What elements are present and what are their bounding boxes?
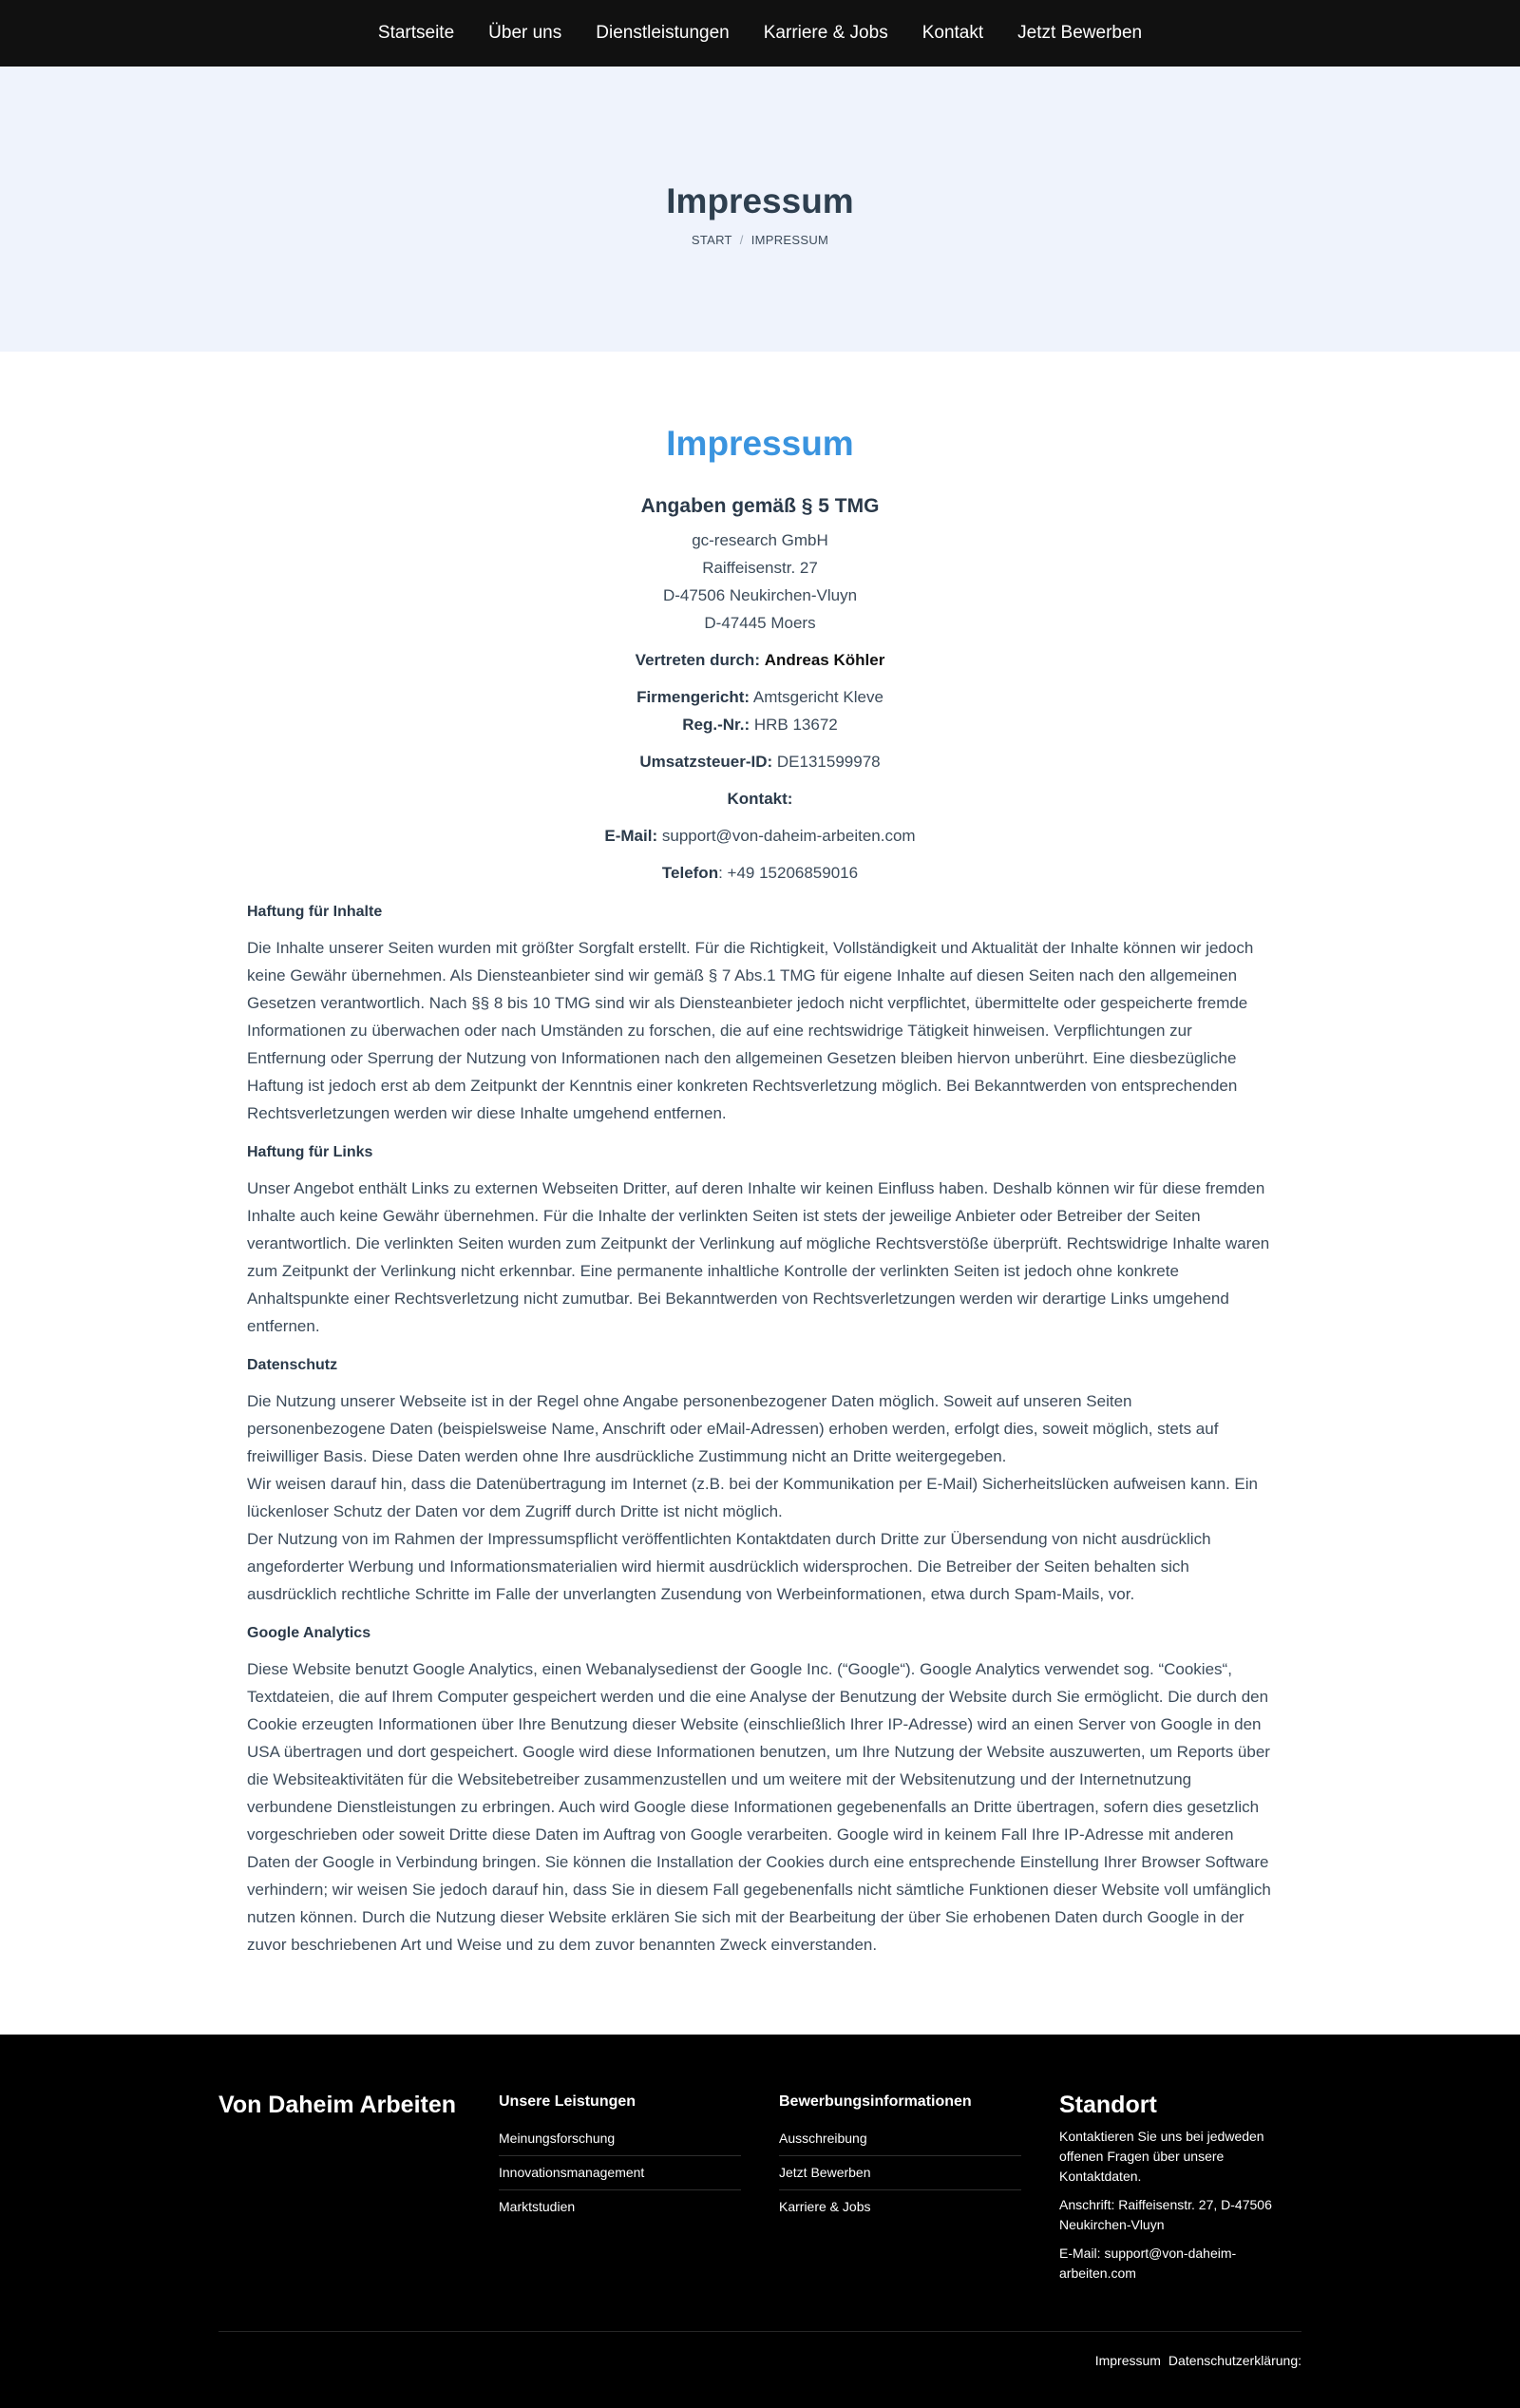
address-line: Raiffeisenstr. 27 (702, 559, 818, 577)
section-haftung-links (247, 1138, 1273, 1340)
footer-link-marktstudien[interactable]: Marktstudien (499, 2199, 576, 2214)
register-info (247, 683, 1273, 738)
phone-value[interactable]: : +49 15206859016 (718, 864, 859, 882)
contact-heading (247, 785, 1273, 812)
represented-value: Andreas Köhler (764, 651, 885, 669)
footer-columns (218, 2089, 1302, 2331)
company-info (247, 526, 1273, 887)
paragraph: Die Inhalte unserer Seiten wurden mit größter Sorgfalt erstellt. Für die Richtigkeit, Vollständigkeit und Aktualität der Inhalte können wir jedoch keine Gewähr übernehmen. Als Diensteanbieter sind wir gemäß § 7 Abs.1 TMG für eigene Inhalte auf diesen Seiten nach den allgemeinen Gesetzen verantwortlich. Nach §§ 8 bis 10 TMG sind wir als Diensteanbieter jedoch nicht verpflichtet, übermittelte oder gespeicherte fremde Informationen zu überwachen oder nach Umständen zu forschen, die auf eine rechtswidrige Tätigkeit hinweisen. Verpflichtungen zur Entfernung oder Sperrung der Nutzung von Informationen nach den allgemeinen Gesetzen bleiben hiervon unberührt. Eine diesbezügliche Haftung ist jedoch erst ab dem Zeitpunkt der Kenntnis einer konkreten Rechtsverletzung möglich. Bei Bekanntwerden von entsprechenden Rechtsverletzungen werden wir diese Inhalte umgehend entfernen. (247, 939, 1254, 1122)
main-content (247, 352, 1273, 2035)
represented-label: Vertreten durch: (635, 651, 760, 669)
nav-dienstleistungen[interactable]: Dienstleistungen (596, 23, 730, 43)
footer-link-innovationsmanagement[interactable]: Innovationsmanagement (499, 2156, 741, 2190)
footer-link-list (779, 2122, 1021, 2224)
footer-link-ausschreibung[interactable]: Ausschreibung (779, 2122, 1021, 2156)
represented-by (247, 646, 1273, 674)
footer-link-jetzt-bewerben[interactable]: Jetzt Bewerben (779, 2156, 1021, 2190)
content-subtitle: Angaben gemäß § 5 TMG (640, 495, 880, 517)
footer-impressum-link[interactable]: Impressum (1094, 2353, 1161, 2368)
footer-datenschutz-link[interactable]: Datenschutzerklärung: (1168, 2353, 1302, 2368)
vat-label: Umsatzsteuer-ID: (639, 753, 773, 771)
paragraph: Diese Website benutzt Google Analytics, einen Webanalysedienst der Google Inc. (“Google“). Google Analytics verwendet sog. “Cookies“, Textdateien, die auf Ihrem Computer gespeichert werden und die eine Analyse der Benutzung der Website durch Sie ermöglicht. Die durch den Cookie erzeugten Informationen über Ihre Benutzung dieser Website (einschließlich Ihrer IP-Adresse) wird an einen Server von Google in den USA übertragen und dort gespeichert. Google wird diese Informationen benutzen, um Ihre Nutzung der Website auszuwerten, um Reports über die Websiteaktivitäten für die Websitebetreiber zusammenzustellen und um weitere mit der Websitenutzung und der Internetnutzung verbundene Dienstleistungen zu erbringen. Auch wird Google diese Informationen gegebenenfalls an Dritte übertragen, sofern dies gesetzlich vorgeschrieben oder soweit Dritte diese Daten im Auftrag von Google verarbeiten. Google wird in keinem Fall Ihre IP-Adresse mit anderen Daten der Google in Verbindung bringen. Sie können die Installation der Cookies durch eine entsprechende Einstellung Ihrer Browser Software verhindern; wir weisen Sie jedoch darauf hin, dass Sie in diesem Fall gegebenenfalls nicht sämtliche Funktionen dieser Website voll umfänglich nutzen können. Durch die Nutzung dieser Website erklären Sie sich mit der Bearbeitung der über Sie erhobenen Daten durch Google in der zuvor beschriebenen Art und Weise und zu dem zuvor benannten Zweck einverstanden. (247, 1660, 1271, 1954)
paragraph: Die Nutzung unserer Webseite ist in der Regel ohne Angabe personenbezogener Daten möglich. Soweit auf unseren Seiten personenbezogene Daten (beispielsweise Name, Anschrift oder eMail-Adressen) erhoben werden, erfolgt dies, soweit möglich, stets auf freiwilliger Basis. Diese Daten werden ohne Ihre ausdrückliche Zustimmung nicht an Dritte weitergegeben. (247, 1392, 1219, 1465)
breadcrumb-start[interactable]: START (691, 232, 732, 247)
footer-standort-title: Standort (1059, 2092, 1157, 2118)
section-text (247, 1175, 1273, 1340)
phone-label: Telefon (661, 864, 719, 882)
section-title: Haftung für Links (247, 1144, 373, 1160)
footer-bottom-bar (218, 2331, 1302, 2368)
paragraph: Wir weisen darauf hin, dass die Datenübertragung im Internet (z.B. bei der Kommunikation per E-Mail) Sicherheitslücken aufweisen kann. Ein lückenloser Schutz der Daten vor dem Zugriff durch Dritte ist nicht möglich. (247, 1475, 1258, 1520)
section-haftung-inhalte (247, 898, 1273, 1127)
footer-link-karriere-jobs[interactable]: Karriere & Jobs (779, 2199, 871, 2214)
footer-address: Anschrift: Raiffeisenstr. 27, D-47506 Neukirchen-Vluyn (1059, 2197, 1272, 2232)
section-text (247, 934, 1273, 1127)
footer-link-list (499, 2122, 741, 2224)
court-label: Firmengericht: (636, 688, 750, 706)
footer-link-meinungsforschung[interactable]: Meinungsforschung (499, 2122, 741, 2156)
reg-value: HRB 13672 (753, 716, 838, 734)
address-line: gc-research GmbH (692, 531, 828, 549)
vat-info (247, 748, 1273, 775)
footer-standort-col (1059, 2089, 1302, 2331)
content-title: Impressum (666, 424, 854, 463)
nav-ueber-uns[interactable]: Über uns (488, 23, 562, 43)
footer-brand-col (218, 2089, 461, 2331)
footer-email: E-Mail: support@von-daheim-arbeiten.com (1059, 2246, 1237, 2281)
paragraph: Unser Angebot enthält Links zu externen Webseiten Dritter, auf deren Inhalte wir keinen Einfluss haben. Deshalb können wir für diese fremden Inhalte auch keine Gewähr übernehmen. Für die Inhalte der verlinkten Seiten ist stets der jeweilige Anbieter oder Betreiber der Seiten verantwortlich. Die verlinkten Seiten wurden zum Zeitpunkt der Verlinkung auf mögliche Rechtsverstöße überprüft. Rechtswidrige Inhalte waren zum Zeitpunkt der Verlinkung nicht erkennbar. Eine permanente inhaltliche Kontrolle der verlinkten Seiten ist jedoch ohne konkrete Anhaltspunkte einer Rechtsverletzung nicht zumutbar. Bei Bekanntwerden von Rechtsverletzungen werden wir derartige Links umgehend entfernen. (247, 1179, 1270, 1335)
footer-standort-text: Kontaktieren Sie uns bei jedweden offenen Fragen über unsere Kontaktdaten. (1059, 2129, 1264, 2184)
site-footer (0, 2035, 1520, 2408)
footer-bewerbung-col (779, 2089, 1021, 2331)
main-nav (0, 0, 1520, 67)
vat-value: DE131599978 (776, 753, 881, 771)
address-line: D-47445 Moers (704, 614, 816, 632)
contact-label: Kontakt: (727, 790, 793, 808)
reg-label: Reg.-Nr.: (682, 716, 750, 734)
address-line: D-47506 Neukirchen-Vluyn (662, 586, 858, 604)
footer-col-title: Bewerbungsinformationen (779, 2093, 972, 2110)
section-text (247, 1387, 1273, 1608)
breadcrumb-separator: / (739, 232, 744, 247)
footer-leistungen-col (499, 2089, 741, 2331)
footer-col-title: Unsere Leistungen (499, 2093, 636, 2110)
company-address (247, 526, 1273, 637)
nav-jetzt-bewerben[interactable]: Jetzt Bewerben (1017, 23, 1143, 43)
email-value[interactable]: support@von-daheim-arbeiten.com (661, 827, 916, 845)
email-info (247, 822, 1273, 850)
breadcrumb-current: IMPRESSUM (750, 232, 829, 247)
breadcrumb (692, 233, 828, 247)
nav-kontakt[interactable]: Kontakt (922, 23, 984, 43)
section-text (247, 1655, 1273, 1959)
court-value: Amtsgericht Kleve (752, 688, 884, 706)
section-google-analytics (247, 1619, 1273, 1959)
phone-info (247, 859, 1273, 887)
nav-karriere-jobs[interactable]: Karriere & Jobs (763, 23, 888, 43)
paragraph: Der Nutzung von im Rahmen der Impressumspflicht veröffentlichten Kontaktdaten durch Dritte zur Übersendung von nicht ausdrücklich angeforderter Werbung und Informationsmaterialien wird hiermit ausdrücklich widersprochen. Die Betreiber der Seiten behalten sich ausdrücklich rechtliche Schritte im Falle der unverlangten Zusendung von Werbeinformationen, etwa durch Spam-Mails, vor. (247, 1530, 1211, 1603)
section-title: Google Analytics (247, 1625, 371, 1641)
footer-brand: Von Daheim Arbeiten (218, 2092, 457, 2118)
section-title: Haftung für Inhalte (247, 904, 383, 920)
page-title: Impressum (666, 181, 854, 220)
section-datenschutz (247, 1351, 1273, 1608)
email-label: E-Mail: (604, 827, 658, 845)
page-hero (0, 67, 1520, 352)
nav-startseite[interactable]: Startseite (377, 23, 455, 43)
section-title: Datenschutz (247, 1357, 338, 1373)
